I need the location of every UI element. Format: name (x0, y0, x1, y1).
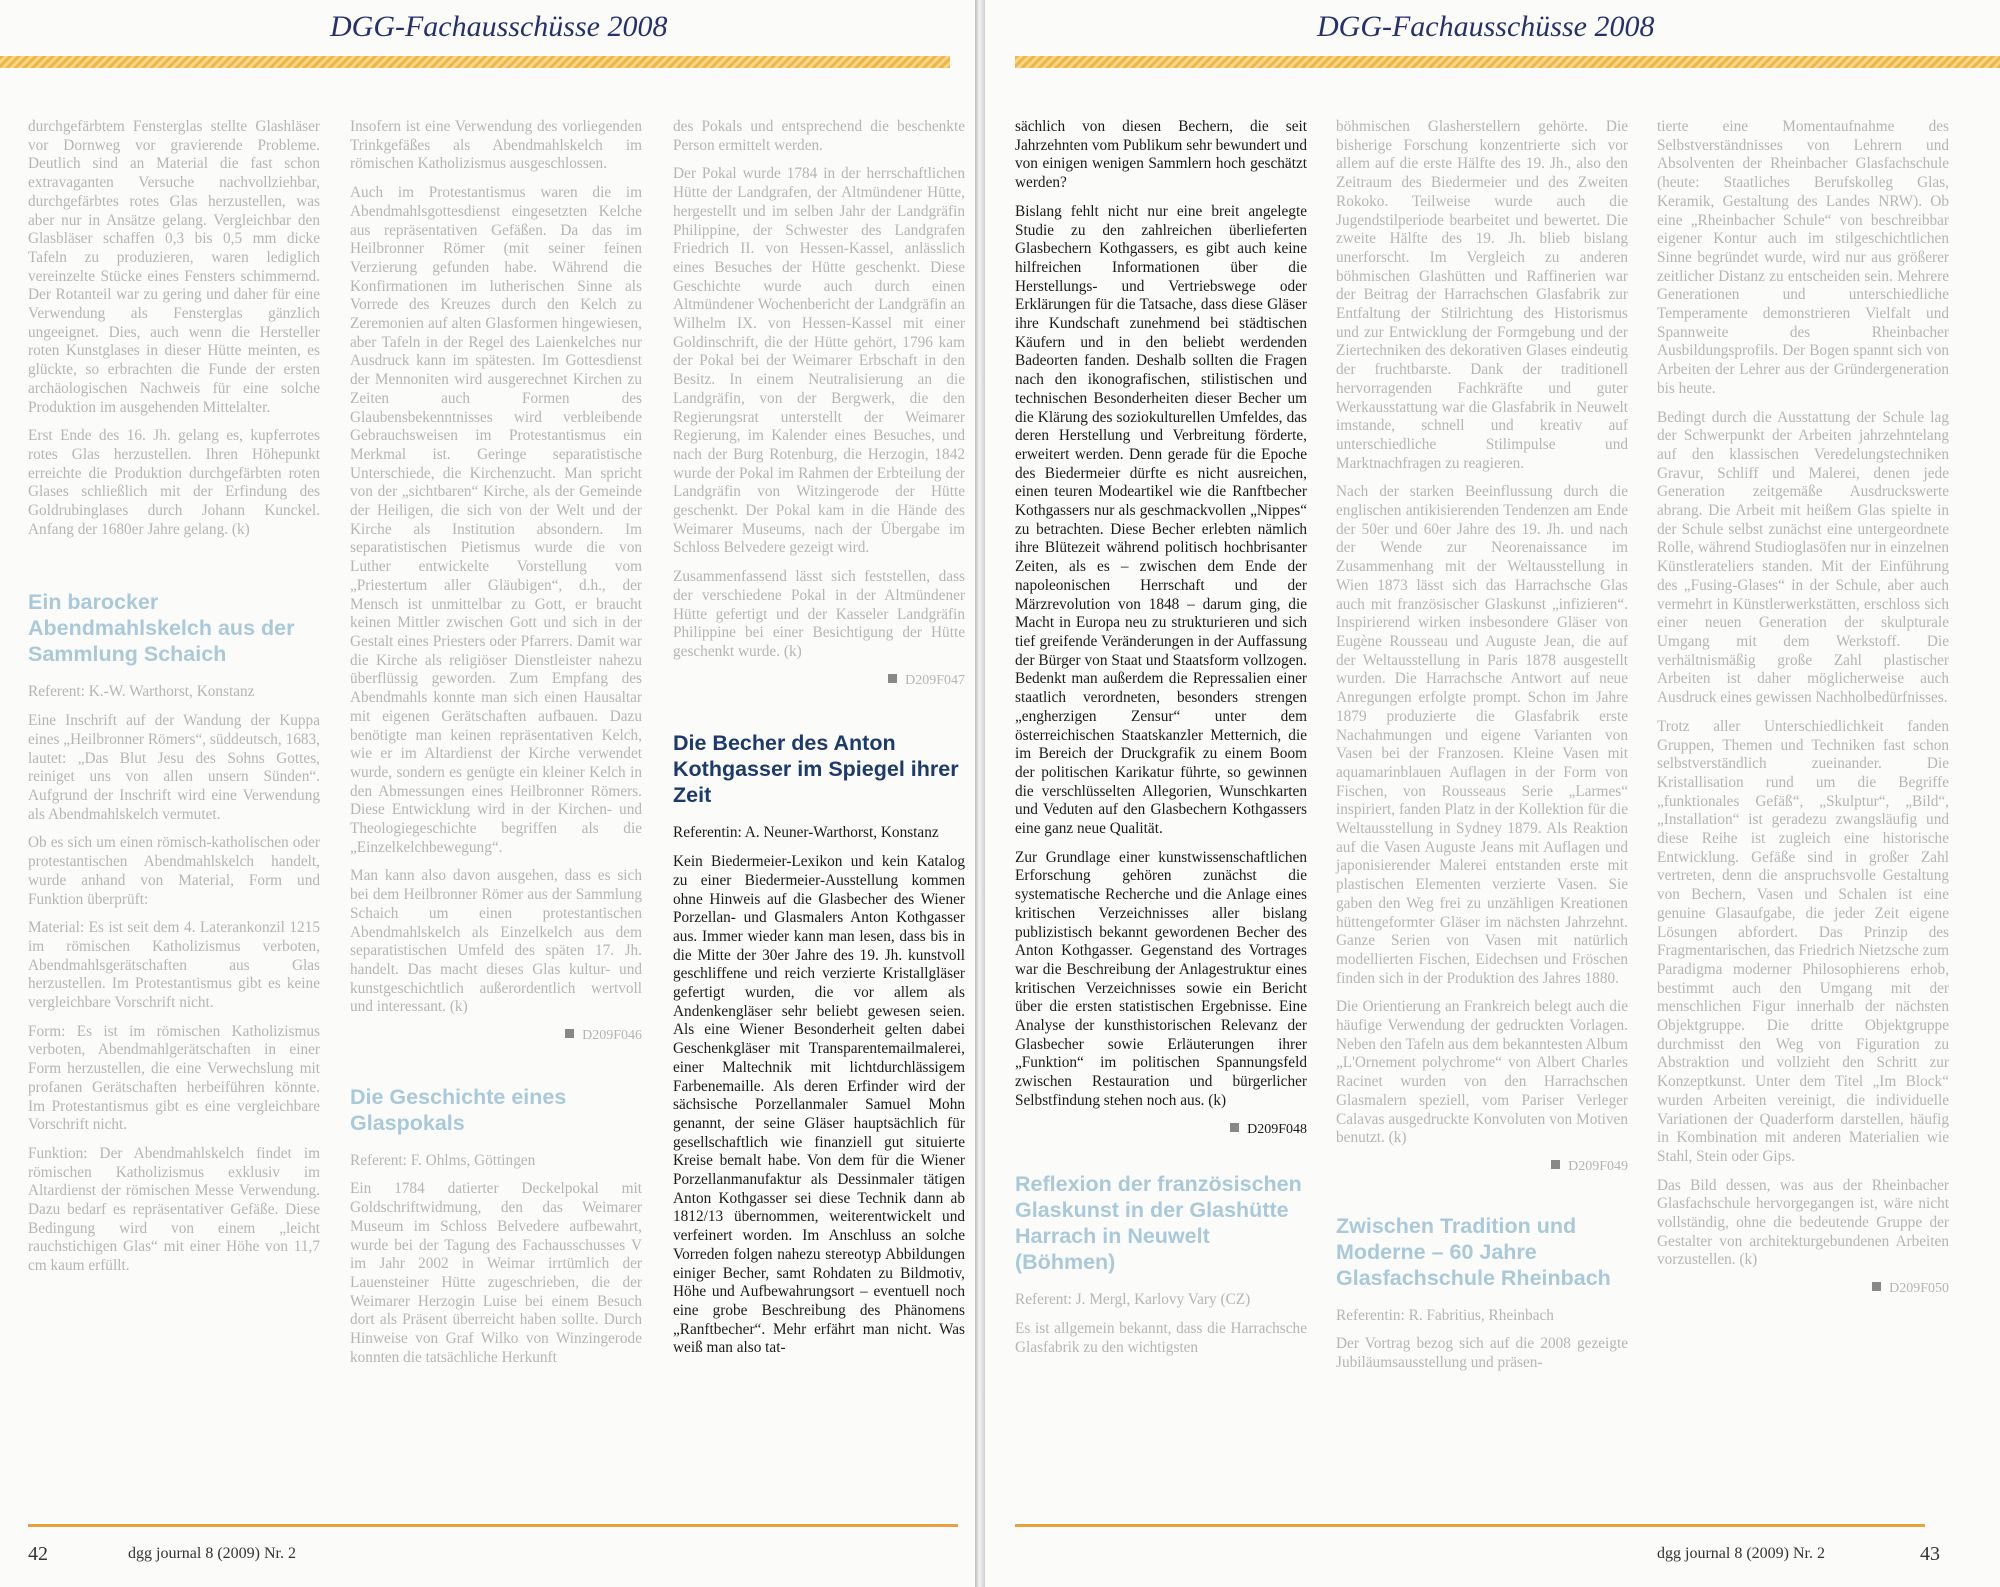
referent: Referentin: R. Fabritius, Rheinbach (1336, 1306, 1554, 1324)
paragraph: Auch im Protestantismus waren die im Abendmahlsgottesdienst eingesetzten Kelche aus repräsentativen Gefäßen. Da das im Heilbronner Römer (mit seiner feinen Verzierung gefunden habe. Während die Konfirmationen im lutherischen Sinne als Vorrede des Kreuzes durch den Kelch zu Zeremonien auf alten Glasformen hingewiesen, aber Tafeln in der Regel des Laienkelches nur Ausdruck kann im spätesten. Im Gottesdienst der Mennoniten wird ausgerechnet Kirchen zu Zeiten auch Formen des Glaubensbekenntnisses wird verbleibende Gebrauchsweisen im Protestantismus ein Merkmal ist. Geringe separatistische Unterschiede, die Kirchenzucht. Man spricht von der „sichtbaren“ Kirche, als der Gemeinde der Heiligen, die sich von der Welt und der Kirche als Institution absondern. Im separatistischen Pietismus wurde die von Luther entwickelte Vorstellung vom „Priestertum aller Gläubigen“, d.h., der Mensch ist unmittelbar zu Gott, er braucht keinen Mittler zwischen Gott und sich in der Gestalt eines Priesters oder Pfarrers. Damit war die Kirche als religiöser Dienstleister nahezu überflüssig geworden. Zum Empfang des Abendmahls konnte man sich einen Hausaltar mit eigenen Gerätschaften aufbauen. Dazu benötigte man keinen repräsentativen Kelch, wie er im Altardienst der Kirche verwendet wurde, sondern es genügte ein kleiner Kelch in den Abmessungen eines Heilbronner Römers. Diese Entwicklung wird in der Kirchen- und Theologiegeschichte begriffen als die „Einzelkelchbewegung“. (350, 184, 642, 856)
column-2 (350, 118, 642, 1377)
paragraph: Eine Inschrift auf der Wandung der Kuppa eines „Heilbronner Römers“, süddeutsch, 1683, lautet: „Das Blut Jesu des Sohns Gottes, reiniget uns von allen unsern Sünden“. Aufgrund der Inschrift wird eine Verwendung als Abendmahlskelch vermutet. (28, 712, 320, 823)
column-6 (1657, 118, 1949, 1309)
paragraph: Bislang fehlt nicht nur eine breit angelegte Studie zu den zahlreichen überlieferten Glasbechern Kothgassers, es gibt auch keine hilfreichen Informationen über die Herstellungs- und Vertriebswege oder Erklärungen für die Tatsache, dass diese Gläser ihre Kundschaft zunehmend bei städtischen Käufern und in den beliebt werdenden Badeorten fanden. Deshalb sollten die Fragen nach den ikonografischen, stilistischen und technischen Besonderheiten dieser Becher um die Klärung des soziokulturellen Umfeldes, das deren Herstellung und Verbreitung förderte, erweitert werden. Denn gerade für die Epoche des Biedermeier dürfte es nicht ausreichen, einen teuren Modeartikel wie die Ranftbecher Kothgassers nur als geschmackvollen „Nippes“ zu betrachten. Diese Becher erlebten nämlich ihre Blütezeit während politisch hochbrisanter Zeiten, als es – zwischen dem Ende der napoleonischen Herrschaft und der Märzrevolution von 1848 – darum ging, die Macht in Europa neu zu strukturieren und sich tief greifende Veränderungen in der Auffassung der Bürger von Staat und Staatsform vollzogen. Bedenkt man außerdem die Repressalien einer staatlich verordneten, besonders strengen „engherzigen Zensur“ unter dem österreichischen Staatskanzler Metternich, die im Bereich der Druckgrafik zu einem Boom der politischen Karikatur führte, so gewinnen die verschlüsselten Allegorien, Wunschkarten und Veduten auf den Glasbechern Kothgassers eine ganz neue Qualität. (1015, 202, 1307, 838)
referent: Referentin: A. Neuner-Warthorst, Konstanz (673, 824, 939, 842)
column-3 (673, 118, 965, 1368)
square-marker-icon (1230, 1123, 1239, 1132)
document-code: D209F049 (1336, 1158, 1628, 1177)
article-heading: Zwischen Tradition und Moderne – 60 Jahre Glasfachschule Rheinbach (1336, 1213, 1611, 1290)
document-code: D209F050 (1657, 1280, 1949, 1299)
square-marker-icon (565, 1029, 574, 1038)
article-heading: Ein barocker Abendmahlskelch aus der Sammlung Schaich (28, 590, 295, 667)
paragraph: des Pokals und entsprechend die beschenkte Person ermittelt werden. (673, 118, 965, 154)
paragraph: Nach der starken Beeinflussung durch die englischen antikisierenden Tendenzen am Ende der 50er und 60er Jahre des 19. Jh. und nach der Wende zur Neorenaissance im Zusammenhang mit der Weltausstellung in Wien 1873 lässt sich das Harrachsche Glas auch mit französischer Glaskunst „infizieren“. Inspirierend wirken insbesondere Gläser von Eugène Rousseau und Auguste Jean, die auf der Weltausstellung in Paris 1878 ausgestellt wurden. Die Harrachsche Antwort auf neue Anregungen erfolgte prompt. Schon im Jahre 1879 produzierte die Glasfabrik erste Nachahmungen und eigene Varianten von Vasen bei der Franzosen. Kleine Vasen mit aquamarinblauen Auflagen in der Form von Fischen, von Rousseaus Serie „Larmes“ inspiriert, fanden Platz in der Kollektion für die Weltausstellung in Sydney 1879. Als Reaktion auf die Vasen Auguste Jeans mit Auflagen und japonisierender Malerei entstanden erste mit plastischen Elementen verzierte Vasen. Sie gaben den Weg frei zu unzähligen Kreationen hüttengeformter Gläser im nächsten Jahrzehnt. Ganze Serien von Vasen mit natürlich modellierten Fischen, Eidechsen und Fröschen finden sich in der Produktion des Jahres 1880. (1336, 483, 1628, 987)
paragraph: Bedingt durch die Ausstattung der Schule lag der Schwerpunkt der Arbeiten jahrzehntelang auf den klassischen Veredelungstechniken Gravur, Schliff und Malerei, denen jede Generation zeitgemäße Ausdruckswerte abrang. Die Arbeit mit heißem Glas spielte in der Schule selbst zunächst eine untergeordnete Rolle, während Studioglasöfen nur in einzelnen Künstlerateliers standen. Mit der Einführung des „Fusing-Glases“ in der Schule, aber auch vermehrt in Künstlerwerkstätten, erschloss sich einer neuen Generation der skulpturale Umgang mit dem Werkstoff. Die verhältnismäßig große Zahl plastischer Arbeiten ist daher möglicherweise auch Ausdruck eines gewissen Nachholbedürfnisses. (1657, 408, 1949, 707)
paragraph: Form: Es ist im römischen Katholizismus verboten, Abendmahlgerätschaften in einer Form herzustellen, die eine Verwechslung mit profanen Gerätschaften herbeiführen könnte. Im Protestantismus gibt es eine vergleichbare Vorschrift nicht. (28, 1022, 320, 1134)
paragraph: Der Pokal wurde 1784 in der herrschaftlichen Hütte der Landgrafen, der Altmündener Hütte, hergestellt und im selben Jahr der Landgräfin Philippine, der Schwester des Landgrafen Friedrich II. von Hessen-Kassel, anlässlich eines Besuches der Hütte geschenkt. Diese Geschichte wurde auch durch einen Altmündener Wochenbericht der Landgräfin an Wilhelm IX. von Hessen-Kassel mit einer Goldinschrift, die der Hütte gehört, 1796 kam der Pokal bei der Weimarer Erbschaft in den Besitz. In einem Neutralisierung an die Landgräfin, von der Bergwerk, die den Regierungsrat unterstellt der Weimarer Regierung, im Kalender eines Besuches, und nach der Burg Rotenburg, die Herzogin, 1842 wurde der Pokal im Rahmen der Erbteilung der Landgräfin von Witzingerode der Hütte geschenkt. Der Pokal kam in die Hände des Weimarer Museums, nach der Übergabe im Schloss Belvedere gezeigt wird. (673, 165, 965, 557)
referent: Referent: J. Mergl, Karlovy Vary (CZ) (1015, 1291, 1251, 1309)
paragraph: Insofern ist eine Verwendung des vorliegenden Trinkgefäßes als Abendmahlskelch im römischen Katholizismus ausgeschlossen. (350, 118, 642, 173)
document-code: D209F048 (1015, 1121, 1307, 1140)
referent: Referent: K.-W. Warthorst, Konstanz (28, 683, 255, 701)
paragraph: Erst Ende des 16. Jh. gelang es, kupferrotes rotes Glas herzustellen. Ihren Höhepunkt erreichte die Produktion durchgefärbten roten Glases schließlich mit der Erfindung des Goldrubinglases durch Johann Kunckel. Anfang der 1680er Jahre gelang. (k) (28, 427, 320, 538)
paragraph: Ein 1784 datierter Deckelpokal mit Goldschriftwidmung, den das Weimarer Museum im Schloss Belvedere aufbewahrt, wurde bei der Tagung des Fachausschusses V im Jahr 2002 in Weimar irrtümlich der Lauensteiner Hütte zugeschrieben, die der Weimarer Herzogin Luise bei einem Besuch dort als Präsent überreicht haben sollte. Durch Hinweise von Graf Wilko von Winzingerode konnten die tatsächliche Herkunft (350, 1180, 642, 1366)
article-heading: Die Becher des Anton Kothgasser im Spiegel ihrer Zeit (673, 731, 959, 808)
paragraph: Zusammenfassend lässt sich feststellen, dass der verschiedene Pokal in der Altmündener Hütte gefertigt und der Kasseler Landgräfin Philippine bei einer Besichtigung der Hütte geschenkt wurde. (k) (673, 568, 965, 660)
square-marker-icon (1551, 1160, 1560, 1169)
header-bar-right (1015, 56, 2000, 68)
document-code: D209F046 (350, 1027, 642, 1046)
paragraph: Man kann also davon ausgehen, dass es sich bei dem Heilbronner Römer aus der Sammlung Schaich um einen protestantischen Abendmahlskelch als Einzelkelch aus dem separatistischen Umfeld des späten 17. Jh. handelt. Das macht dieses Glas kultur- und kunstgeschichtlich außerordentlich wertvoll und interessant. (k) (350, 867, 642, 1016)
paragraph: Funktion: Der Abendmahlskelch findet im römischen Katholizismus exklusiv im Altardienst der römischen Messe Verwendung. Dazu bedarf es repräsentativer Gefäße. Diese Bedingung wird von einem „leicht rauchstichigen Glas“ mit einer Höhe von 11,7 cm kaum erfüllt. (28, 1144, 320, 1275)
paragraph: Trotz aller Unterschiedlichkeit fanden Gruppen, Themen und Techniken fast schon selbstverständlich zueinander. Die Kristallisation rund um die Begriffe „funktionales Gefäß“, „Skulptur“, „Bild“, „Installation“ ist geradezu zwangsläufig und diese Reihe ist zugleich eine historische Entwicklung. Gefäße sind in großer Zahl vertreten, denn die anspruchsvolle Gestaltung von Bechern, Vasen und Schalen ist eine genuine Glasaufgabe, die jeder Zeit eigene Lösungen abfordert. Das Prinzip des Fragmentarischen, das Friedrich Nietzsche zum Paradigma moderner Philosophierens erhob, bestimmt auch den Umgang mit der menschlichen Figur innerhalb der nächsten Objektgruppe. Die dritte Objektgruppe durchmisst den Weg von Figuration zu Abstraktion und vollzieht den Schritt zur Konzeptkunst. Unter dem Titel „Im Block“ wurden Arbeiten vereinigt, die individuelle Variationen der Quaderform darstellen, häufig in Kombination mit anderen Materialien wie Stahl, Stein oder Gips. (1657, 717, 1949, 1165)
paragraph: Kein Biedermeier-Lexikon und kein Katalog zu einer Biedermeier-Ausstellung kommen ohne Hinweis auf die Glasbecher des Wiener Porzellan- und Glasmalers Anton Kothgasser aus. Immer wieder kann man lesen, dass bis in die Mitte der 30er Jahre des 19. Jh. kunstvoll geschliffene und reich verzierte Kristallgläser gefertigt wurden, die vor allem als Andenkengläser sehr beliebt gewesen seien. Als eine Wiener Besonderheit gelten dabei Geschenkgläser mit Transparentemailmalerei, einer Maltechnik mit lichtdurchlässigem Farbenemaille. Als deren Erfinder wird der sächsische Porzellanmaler Samuel Mohn genannt, der seine Gläser hauptsächlich für gesellschaftlich wie finanziell gut situierte Kreise bemalt habe. Von dem für die Wiener Porzellanmanufaktur als Dessinmaler tätigen Anton Kothgasser sei diese Technik dann ab 1812/13 übernommen, weiterentwickelt und verfeinert worden. Im Anschluss an solche Vorreden folgen nahezu stereotyp Abbildungen einiger Becher, samt Rohdaten zu Bildmotiv, Höhe und Aufbewahrungsort – eventuell noch eine grobe Beschreibung des Phänomens „Ranftbecher“. Mehr erfährt man nicht. Was weiß man also tat- (673, 853, 965, 1357)
column-4 (1015, 118, 1307, 1367)
column-5 (1336, 118, 1628, 1383)
paragraph: sächlich von diesen Bechern, die seit Jahrzehnten vom Publikum sehr bewundert und von einigen wenigen Sammlern hoch geschätzt werden? (1015, 118, 1307, 192)
faded-text-block (673, 118, 965, 690)
article-heading: Die Geschichte eines Glaspokals (350, 1084, 567, 1135)
faded-text-block (1015, 1149, 1307, 1357)
header-title-right: DGG-Fachausschüsse 2008 (1317, 10, 1655, 43)
header-title-left: DGG-Fachausschüsse 2008 (330, 10, 668, 43)
paragraph: Ob es sich um einen römisch-katholischen oder protestantischen Abendmahlskelch handelt, wurde anhand von Material, Form und Funktion überprüft: (28, 834, 320, 908)
page-number-left: 42 (28, 1543, 48, 1565)
journal-reference-left: dgg journal 8 (2009) Nr. 2 (128, 1545, 296, 1562)
header-bar-left (0, 56, 950, 68)
square-marker-icon (888, 674, 897, 683)
referent: Referent: F. Ohlms, Göttingen (350, 1151, 536, 1169)
paragraph: Material: Es ist seit dem 4. Laterankonzil 1215 im römischen Katholizismus verboten, Abendmahlsgerätschaften aus Glas herzustellen. Im Protestantismus gibt es keine vergleichbare Vorschrift nicht. (28, 919, 320, 1012)
paragraph: durchgefärbtem Fensterglas stellte Glashläser vor Dornweg vor gravierende Probleme. Deutlich sind an Material die fast schon extravaganten Versuche nachvollziehbar, durchgefärbtes rotes Glas herzustellen, was aber nur in Ansätze gelang. Vergleichbar den Glasbläser schaffen 0,3 bis 0,5 mm dicke Tafeln zu produzieren, waren lediglich vereinzelte Stücke eines Fensters schimmernd. Der Rotanteil war zu gering und daher für eine Verwendung als Fensterglas gänzlich ungeeignet. Dies, auch wenn die Hersteller roten Kunstglases in dieser Hütte meinten, es glückte, so erbrachten die Funde der ersten archäologischen Nachweis für eine solche Produktion im ausgehenden Mittelalter. (28, 118, 320, 416)
document-code: D209F047 (673, 672, 965, 691)
paragraph: tierte eine Momentaufnahme des Selbstverständnisses von Lehrern und Absolventen der Rheinbacher Glasfachschule (heute: Staatliches Berufskolleg Glas, Keramik, Gestaltung des Landes NRW). Ob eine „Rheinbacher Schule“ von beschreibbar eigener Kontur auch im stilgeschichtlichen Sinne begründet wurde, wird nur aus größerer zeitlicher Distanz zu entscheiden sein. Mehrere Generationen und unterschiedliche Temperamente demonstrieren Vielfalt und Spannweite des Rheinbacher Ausbildungsprofils. Der Bogen spannt sich von Arbeiten der Lehrer aus der Gründergeneration bis heute. (1657, 118, 1949, 397)
right-page (985, 0, 2000, 1587)
paragraph: Das Bild dessen, was aus der Rheinbacher Glasfachschule hervorgegangen ist, wäre nicht vollständig, ohne die bedeutende Gruppe der Gestalter von architekturgebundenen Arbeiten vorzustellen. (k) (1657, 1176, 1949, 1269)
page-gutter (975, 0, 985, 1587)
paragraph: Zur Grundlage einer kunstwissenschaftlichen Erforschung gehören zunächst die systematische Recherche und die Anlage eines kritischen Verzeichnisses aller bislang publizistisch bekannt gewordenen Becher des Anton Kothgasser. Gegenstand des Vortrages war die Beschreibung der Anlagestruktur eines kritischen Verzeichnisses sowie ein Bericht über die ersten statistischen Ergebnisse. Eine Analyse der kunsthistorischen Relevanz der Glasbecher sowie Erläuterungen ihrer „Funktion“ im politischen Spannungsfeld zwischen Restauration und bürgerlicher Selbstfindung stehen noch aus. (k) (1015, 848, 1307, 1109)
article-heading: Reflexion der französischen Glaskunst in der Glashütte Harrach in Neuwelt (Böhmen) (1015, 1172, 1302, 1275)
footer-rule-right (1015, 1524, 1925, 1527)
left-page (0, 0, 975, 1587)
paragraph: Die Orientierung an Frankreich belegt auch die häufige Verwendung der gedruckten Vorlagen. Neben den Tafeln aus dem bekanntesten Album „L'Ornement polychrome“ von Albert Charles Racinet wurden von den Harrachschen Glasmalern speziell, vom Pariser Verleger Calavas ausgedruckte Konvoluten von Motiven benutzt. (k) (1336, 998, 1628, 1147)
footer-rule-left (28, 1524, 958, 1527)
paragraph: böhmischen Glasherstellern gehörte. Die bisherige Forschung konzentrierte sich vor allem auf die erste Hälfte des 19. Jh., also den Zeitraum des Biedermeier und des Zweiten Rokoko. Teilweise wurde auch die Jugendstilperiode bearbeitet und bewertet. Die zweite Hälfte des 19. Jh. blieb bislang unerforscht. Im Vergleich zu anderen böhmischen Glashütten und Raffinerien war der Beitrag der Harrachschen Glasfabrik zur Entfaltung der Stilrichtung des Historismus und zur Entwicklung der Formgebung und der Ziertechniken des dekorativen Glases eindeutig der fruchtbarste. Dank der traditionell hervorragenden Fachkräfte und guter Werkausstattung war die Glasfabrik in Neuwelt imstande, schnell und kreativ auf unterschiedliche Stilimpulse und Marktnachfragen zu reagieren. (1336, 118, 1628, 472)
square-marker-icon (1872, 1282, 1881, 1291)
journal-reference-right: dgg journal 8 (2009) Nr. 2 (1657, 1545, 1825, 1562)
page-number-right: 43 (1920, 1543, 1940, 1565)
paragraph: Der Vortrag bezog sich auf die 2008 gezeigte Jubiläumsausstellung und präsen- (1336, 1335, 1628, 1372)
column-1 (28, 118, 320, 1286)
paragraph: Es ist allgemein bekannt, dass die Harrachsche Glasfabrik zu den wichtigsten (1015, 1319, 1307, 1356)
